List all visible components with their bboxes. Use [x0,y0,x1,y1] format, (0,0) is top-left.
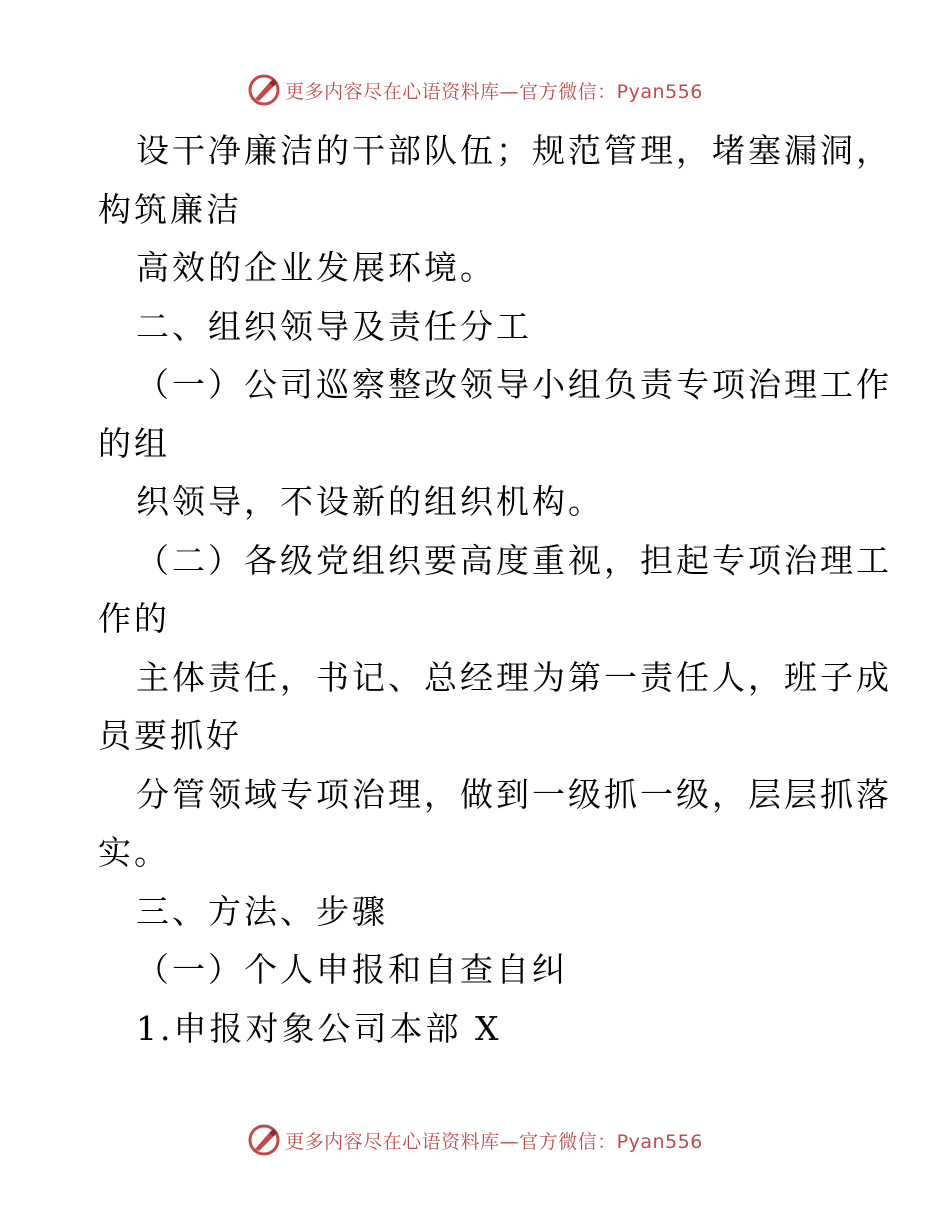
watermark-footer [0,1122,950,1158]
pen-logo-icon [247,73,281,107]
text-line: （一）公司巡察整改领导小组负责专项治理工作 [136,365,892,404]
text-line: 作的 [98,599,170,638]
text-line: 1.申报对象公司本部 X [136,1008,502,1048]
section-heading: 二、组织领导及责任分工 [136,306,532,346]
text-line: 员要抓好 [98,716,242,755]
text-line: 构筑廉洁 [98,189,242,229]
text-line: 的组 [98,423,170,463]
text-line: 主体责任，书记、总经理为第一责任人，班子成 [136,657,892,697]
pen-logo-icon [247,1123,281,1157]
document-body [98,122,892,1058]
section-heading: 三、方法、步骤 [136,891,388,931]
subsection-heading: （一）个人申报和自查自纠 [136,950,568,989]
text-line: 实。 [98,833,170,872]
watermark-text: 更多内容尽在心语资料库—官方微信：Pyan556 [285,80,703,103]
watermark-text: 更多内容尽在心语资料库—官方微信：Pyan556 [285,1130,703,1153]
text-line: 设干净廉洁的干部队伍；规范管理，堵塞漏洞， [136,131,892,170]
text-line: （二）各级党组织要高度重视，担起专项治理工 [136,540,892,580]
text-line: 分管领域专项治理，做到一级抓一级，层层抓落 [136,774,892,814]
text-line: 高效的企业发展环境。 [136,248,496,287]
watermark-header [0,72,950,108]
text-line: 织领导，不设新的组织机构。 [136,482,604,521]
